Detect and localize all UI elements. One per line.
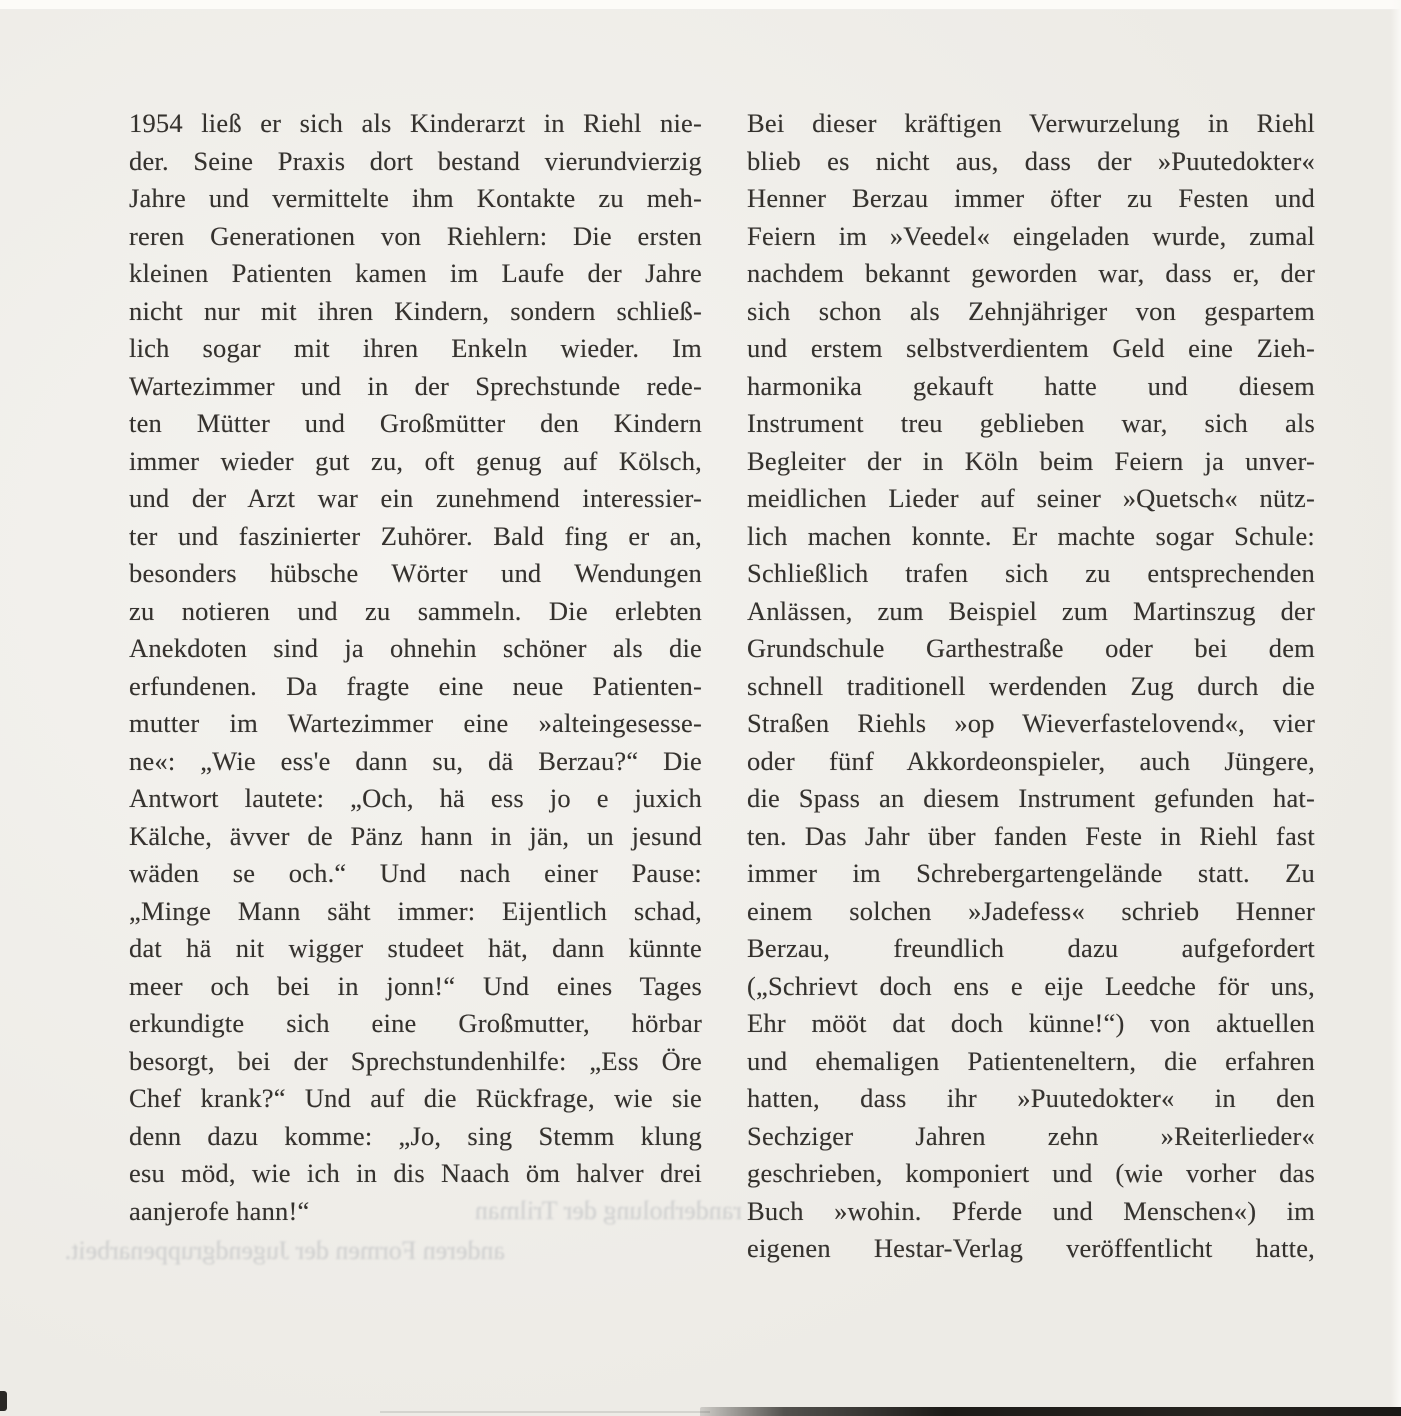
text-line: kleinen Patienten kamen im Laufe der Jahre [129,258,702,288]
text-line: harmonika gekauft hatte und diesem [747,370,1315,401]
scan-bottom-shadow [700,1407,1401,1416]
text-line: und erstem selbstverdientem Geld eine Zieh- [747,333,1315,363]
text-line: eigenen Hestar-Verlag veröffentlicht hatte, [747,1233,1315,1263]
text-line: Schließlich trafen sich zu entsprechenden [747,558,1315,588]
text-line: Grundschule Garthestraße oder bei dem [747,633,1315,663]
text-line: meer och bei in jonn!“ Und eines Tages [129,970,702,1001]
text-line: Anlässen, zum Beispiel zum Martinszug der [747,595,1315,626]
text-line: Chef krank?“ Und auf die Rückfrage, wie sie [129,1083,702,1113]
text-line: Jahre und vermittelte ihm Kontakte zu meh- [129,183,702,213]
text-line: zu notieren und zu sammeln. Die erlebten [129,595,702,626]
bleedthrough-text-line: randerholung der Trilman [474,1196,742,1225]
text-line: mutter im Wartezimmer eine »alteingesesse- [129,708,702,738]
text-line: nachdem bekannt geworden war, dass er, der [747,258,1315,288]
text-line: 1954 ließ er sich als Kinderarzt in Riehl nie- [129,108,702,138]
text-line: erfundenen. Da fragte eine neue Patienten- [129,670,702,701]
text-line: besorgt, bei der Sprechstundenhilfe: „Ess Öre [129,1045,702,1076]
text-line: geschrieben, komponiert und (wie vorher das [747,1158,1315,1188]
text-line: lich machen konnte. Er machte sogar Schule: [747,520,1315,551]
text-line: denn dazu komme: „Jo, sing Stemm klung [129,1120,702,1151]
text-line: wäden se och.“ Und nach einer Pause: [129,858,702,888]
text-line: Bei dieser kräftigen Verwurzelung in Riehl [747,108,1315,138]
text-line: ne«: „Wie ess'e dann su, dä Berzau?“ Die [129,745,702,776]
text-line: Anekdoten sind ja ohnehin schöner als die [129,633,702,663]
text-line: blieb es nicht aus, dass der »Puutedokter« [747,145,1315,176]
text-line: schnell traditionell werdenden Zug durch die [747,670,1315,701]
text-line: nicht nur mit ihren Kindern, sondern schließ- [129,295,702,326]
text-line: besonders hübsche Wörter und Wendungen [129,558,702,588]
text-line: Straßen Riehls »op Wieverfastelovend«, vier [747,708,1315,738]
text-line: Berzau, freundlich dazu aufgefordert [747,933,1315,963]
text-line: Feiern im »Veedel« eingeladen wurde, zumal [747,220,1315,251]
text-line: Kälche, ävver de Pänz hann in jän, un jesund [129,820,702,851]
text-line: dat hä nit wigger studeet hät, dann künnte [129,933,702,963]
text-line: erkundigte sich eine Großmutter, hörbar [129,1008,702,1038]
text-line: sich schon als Zehnjähriger von gespartem [747,295,1315,326]
text-line: esu möd, wie ich in dis Naach öm halver drei [129,1158,702,1188]
text-column-right [747,105,1315,1268]
text-line: oder fünf Akkordeonspieler, auch Jüngere, [747,745,1315,776]
text-line: Wartezimmer und in der Sprechstunde rede- [129,370,702,401]
text-line: („Schrievt doch ens e eije Leedche för uns, [747,970,1315,1001]
text-line: und ehemaligen Patienteneltern, die erfahren [747,1045,1315,1076]
text-line: Sechziger Jahren zehn »Reiterlieder« [747,1120,1315,1151]
scan-right-edge [1391,0,1401,1416]
text-line: immer wieder gut zu, oft genug auf Kölsch, [129,445,702,476]
text-line: immer im Schrebergartengelände statt. Zu [747,858,1315,888]
text-line: reren Generationen von Riehlern: Die ersten [129,220,702,251]
text-line: Instrument treu geblieben war, sich als [747,408,1315,438]
text-line: ten. Das Jahr über fanden Feste in Riehl fast [747,820,1315,851]
text-line: und der Arzt war ein zunehmend interessier- [129,483,702,513]
text-line: ten Mütter und Großmütter den Kindern [129,408,702,438]
text-line: aanjerofe hann!“ [129,1195,310,1226]
text-line: Buch »wohin. Pferde und Menschen«) im [747,1195,1315,1226]
text-line: lich sogar mit ihren Enkeln wieder. Im [129,333,702,363]
text-line: Antwort lautete: „Och, hä ess jo e juxich [129,783,702,813]
bleedthrough-text-line: anderen Formen der Jugendgruppenarbeit. [64,1236,505,1265]
text-line: die Spass an diesem Instrument gefunden hat- [747,783,1315,813]
text-line: ter und faszinierter Zuhörer. Bald fing er an, [129,520,702,551]
text-line: einem solchen »Jadefess« schrieb Henner [747,895,1315,926]
text-line: hatten, dass ihr »Puutedokter« in den [747,1083,1315,1113]
text-line: meidlichen Lieder auf seiner »Quetsch« nütz- [747,483,1315,513]
scan-edge-artifact [0,1391,7,1411]
text-line: der. Seine Praxis dort bestand vierundvierzig [129,145,702,176]
text-line: Begleiter der in Köln beim Feiern ja unver- [747,445,1315,476]
text-line: „Minge Mann säht immer: Eijentlich schad, [129,895,702,926]
scan-top-edge [0,0,1401,10]
text-line: Henner Berzau immer öfter zu Festen und [747,183,1315,213]
text-column-left [129,105,702,1230]
text-line: Ehr mööt dat doch künne!“) von aktuellen [747,1008,1315,1038]
scan-bottom-hairline [380,1411,710,1413]
